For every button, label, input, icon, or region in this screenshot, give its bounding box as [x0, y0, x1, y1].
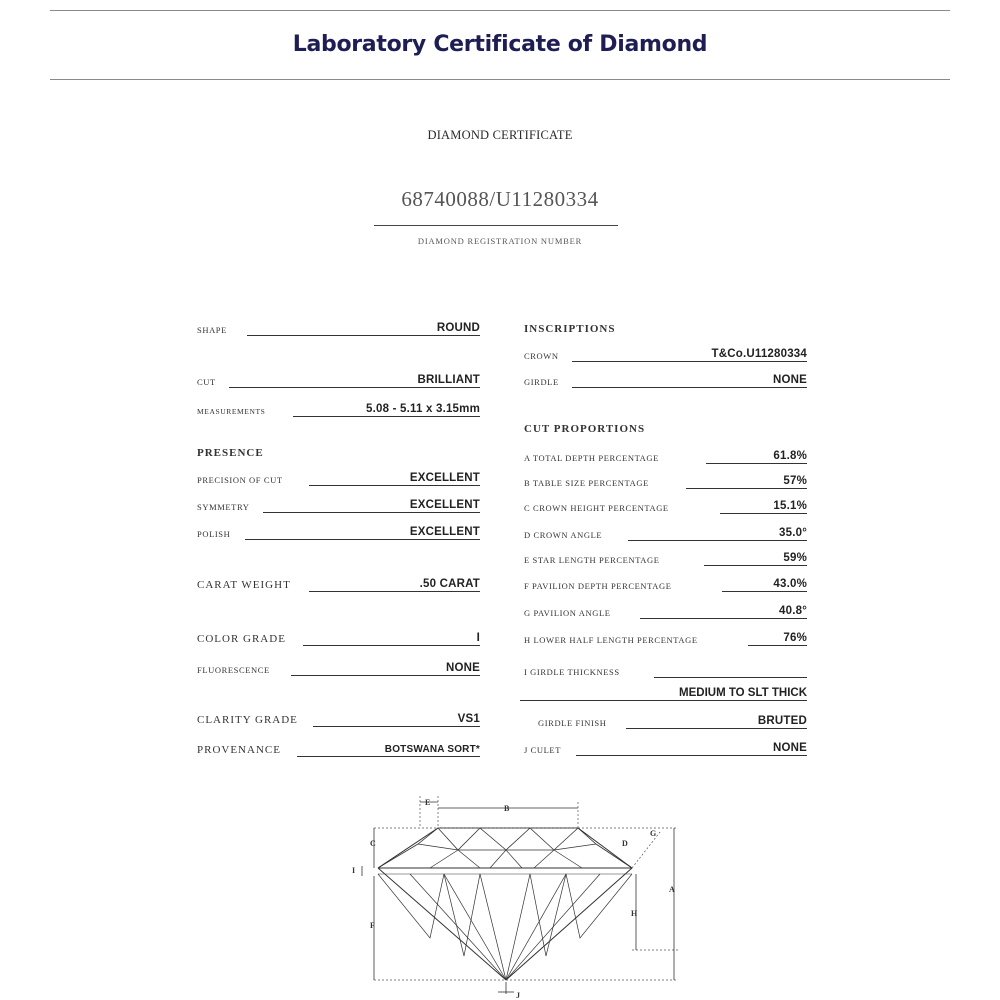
- field-label: MEASUREMENTS: [197, 407, 266, 416]
- field-lower-half-length: [524, 631, 807, 647]
- field-label: C CROWN HEIGHT PERCENTAGE: [524, 503, 669, 513]
- label-b: B: [504, 804, 510, 813]
- field-provenance: [197, 742, 480, 758]
- field-label: F PAVILION DEPTH PERCENTAGE: [524, 581, 672, 591]
- field-value: 40.8°: [779, 605, 807, 617]
- cut-proportions-heading: CUT PROPORTIONS: [524, 423, 646, 435]
- field-color-grade: [197, 631, 480, 647]
- field-label: E STAR LENGTH PERCENTAGE: [524, 555, 660, 565]
- field-value: 76%: [783, 632, 807, 644]
- field-total-depth: [524, 449, 807, 465]
- field-label: B TABLE SIZE PERCENTAGE: [524, 478, 649, 488]
- field-label: PRECISION OF CUT: [197, 475, 283, 485]
- field-label: SYMMETRY: [197, 502, 250, 512]
- label-j: J: [516, 991, 520, 1000]
- field-shape: [197, 321, 480, 337]
- diamond-proportion-diagram: [340, 788, 680, 1000]
- field-polish: [197, 525, 480, 541]
- field-value: NONE: [772, 742, 807, 754]
- label-c: C: [370, 839, 376, 848]
- field-table-size: [524, 474, 807, 490]
- field-value: 5.08 - 5.11 x 3.15mm: [366, 403, 480, 415]
- field-symmetry: [197, 498, 480, 514]
- field-label: CUT: [197, 377, 216, 387]
- field-label: POLISH: [197, 529, 231, 539]
- field-label: D CROWN ANGLE: [524, 530, 603, 540]
- field-label: PROVENANCE: [197, 744, 281, 756]
- label-i: I: [352, 866, 356, 875]
- field-label: J CULET: [524, 745, 562, 755]
- dimension-arrows: [362, 802, 674, 994]
- field-star-length: [524, 551, 807, 567]
- girdle-thickness-value-line: [520, 686, 807, 702]
- field-value: .50 CARAT: [419, 578, 480, 590]
- label-f: F: [370, 921, 375, 930]
- field-label: I GIRDLE THICKNESS: [524, 667, 620, 677]
- inscriptions-heading: INSCRIPTIONS: [524, 323, 616, 335]
- field-label: CARAT WEIGHT: [197, 579, 291, 591]
- field-label: GIRDLE FINISH: [538, 718, 607, 728]
- field-label: GIRDLE: [524, 377, 559, 387]
- registration-underline: [374, 225, 618, 226]
- field-value: BOTSWANA SORT*: [384, 744, 480, 755]
- top-rule: [50, 10, 950, 11]
- field-value: EXCELLENT: [409, 526, 480, 538]
- field-culet: [524, 741, 807, 757]
- field-girdle-thickness: [524, 663, 807, 679]
- field-value: 59%: [783, 552, 807, 564]
- field-value: BRUTED: [757, 715, 807, 727]
- field-crown-angle: [524, 526, 807, 542]
- field-girdle-inscription: [524, 373, 807, 389]
- field-value: 15.1%: [773, 500, 807, 512]
- field-value: BRILLIANT: [417, 374, 480, 386]
- field-label: CLARITY GRADE: [197, 714, 298, 726]
- page-title: Laboratory Certificate of Diamond: [292, 32, 708, 57]
- field-label: H LOWER HALF LENGTH PERCENTAGE: [524, 635, 698, 645]
- field-value: VS1: [457, 713, 480, 725]
- presence-heading: PRESENCE: [197, 447, 264, 459]
- field-carat-weight: [197, 577, 480, 593]
- field-value: 61.8%: [773, 450, 807, 462]
- field-value: MEDIUM TO SLT THICK: [679, 687, 807, 699]
- field-label: SHAPE: [197, 325, 227, 335]
- field-cut: [197, 373, 480, 389]
- field-value: 57%: [783, 475, 807, 487]
- field-value: EXCELLENT: [409, 472, 480, 484]
- field-value: ROUND: [436, 322, 480, 334]
- field-measurements: [197, 402, 480, 418]
- field-value: T&Co.U11280334: [711, 348, 807, 360]
- title-rule: [50, 79, 950, 80]
- certificate-heading: DIAMOND CERTIFICATE: [427, 128, 573, 142]
- field-value: NONE: [772, 374, 807, 386]
- field-fluorescence: [197, 661, 480, 677]
- label-d: D: [622, 839, 628, 848]
- label-e: E: [425, 798, 431, 807]
- field-girdle-finish: [538, 714, 807, 730]
- dimension-lines: [374, 796, 678, 980]
- registration-label: DIAMOND REGISTRATION NUMBER: [417, 236, 583, 246]
- field-precision-of-cut: [197, 471, 480, 487]
- field-crown-height: [524, 499, 807, 515]
- diamond-outline: [378, 828, 632, 980]
- field-value: NONE: [445, 662, 480, 674]
- field-value: I: [476, 632, 480, 644]
- field-pavilion-depth: [524, 577, 807, 593]
- field-value: EXCELLENT: [409, 499, 480, 511]
- field-label: CROWN: [524, 351, 559, 361]
- field-label: COLOR GRADE: [197, 633, 286, 645]
- field-value: 35.0°: [779, 527, 807, 539]
- field-label: G PAVILION ANGLE: [524, 608, 611, 618]
- field-pavilion-angle: [524, 604, 807, 620]
- field-clarity-grade: [197, 712, 480, 728]
- label-h: H: [631, 909, 638, 918]
- label-a: A: [669, 885, 675, 894]
- field-label: A TOTAL DEPTH PERCENTAGE: [524, 453, 659, 463]
- registration-number: 68740088/U11280334: [401, 187, 599, 211]
- field-label: FLUORESCENCE: [197, 665, 270, 675]
- field-crown-inscription: [524, 347, 807, 363]
- label-g: G: [650, 829, 657, 838]
- field-value: 43.0%: [773, 578, 807, 590]
